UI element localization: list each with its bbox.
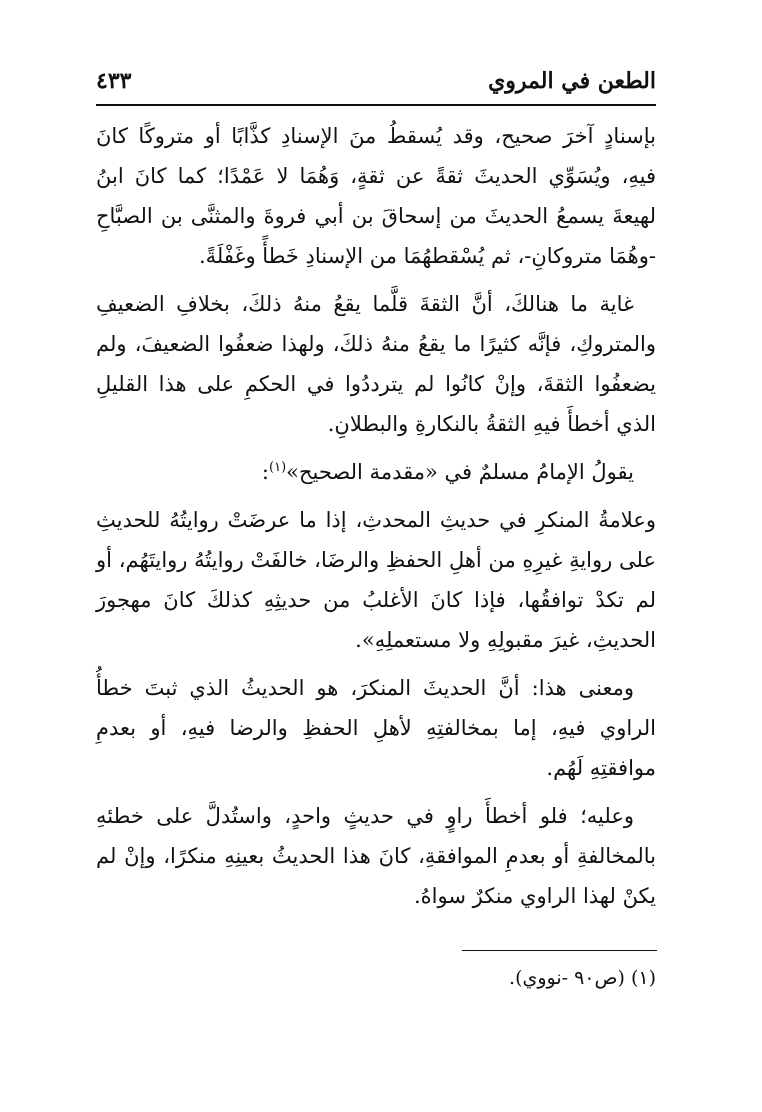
paragraph-2: غاية ما هنالكَ، أنَّ الثقةَ قلَّما يقعُ منهُ ذلكَ، بخلافِ الضعيفِ والمتروكِ، فإنَّه كثيرًا ما يقعُ منهُ ذلكَ، ولهذا ضعفُوا الضعيفَ، ولم يضعفُوا الثقةَ، وإنْ كانُوا لم يترددُوا في الحكمِ على هذا القليلِ الذي أخطأَ فيهِ الثقةُ بالنكارةِ والبطلانِ. [96,292,656,436]
paragraph-4: وعليه؛ فلو أخطأَ راوٍ في حديثٍ واحدٍ، واستُدلَّ على خطئهِ بالمخالفةِ أو بعدمِ الموافقةِ، كانَ هذا الحديثُ بعينِهِ منكرًا، وإنْ لم يكنْ لهذا الراوي منكرٌ سواهُ. [96,804,656,908]
paragraph-3: ومعنى هذا: أنَّ الحديثَ المنكرَ، هو الحديثُ الذي ثبتَ خطأُ الراوي فيهِ، إما بمخالفتِهِ لأهلِ الحفظِ والرضا فيهِ، أو بعدمِ موافقتِهِ لَهُم. [96,676,656,780]
quote-intro [96,452,656,492]
footnote-divider [462,950,657,951]
main-text [96,116,656,924]
footnote-reference: (١) [269,460,287,475]
running-title: الطعن في المروي [488,68,656,94]
paragraph-1: بإسنادٍ آخرَ صحيح، وقد يُسقطُ منَ الإسنادِ كذَّابًا أو متروكًا كانَ فيهِ، ويُسَوِّي الحديثَ ثقةً عن ثقةٍ، وَهُمَا لا عَمْدًا؛ كما كانَ ابنُ لهيعةَ يسمعُ الحديثَ من إسحاقَ بن أبي فروةَ والمثنَّى بن الصبَّاحِ -وهُمَا متروكانِ-، ثم يُسْقطهُمَا من الإسنادِ خَطأً وغَفْلَةً. [96,124,656,268]
quoted-passage: وعلامةُ المنكرِ في حديثِ المحدثِ، إذا ما عرضَتْ روايتُهُ للحديثِ على روايةِ غيرِهِ من أهلِ الحفظِ والرضَا، خالفَتْ روايتُهُ روايتَهُم، أو لم تكدْ توافقُها، فإذا كانَ الأغلبُ من حديثِهِ كذلكَ كانَ مهجورَ الحديثِ، غيرَ مقبولِهِ ولا مستعملِهِ». [96,508,656,652]
page-number: ٤٣٣ [96,68,132,94]
quote-intro-colon: : [261,460,269,484]
quote-intro-text: يقولُ الإمامُ مسلمٌ في «مقدمة الصحيح» [286,460,634,484]
footnote: (١) (ص٩٠ -نووي). [509,967,656,989]
page-header [96,58,656,106]
